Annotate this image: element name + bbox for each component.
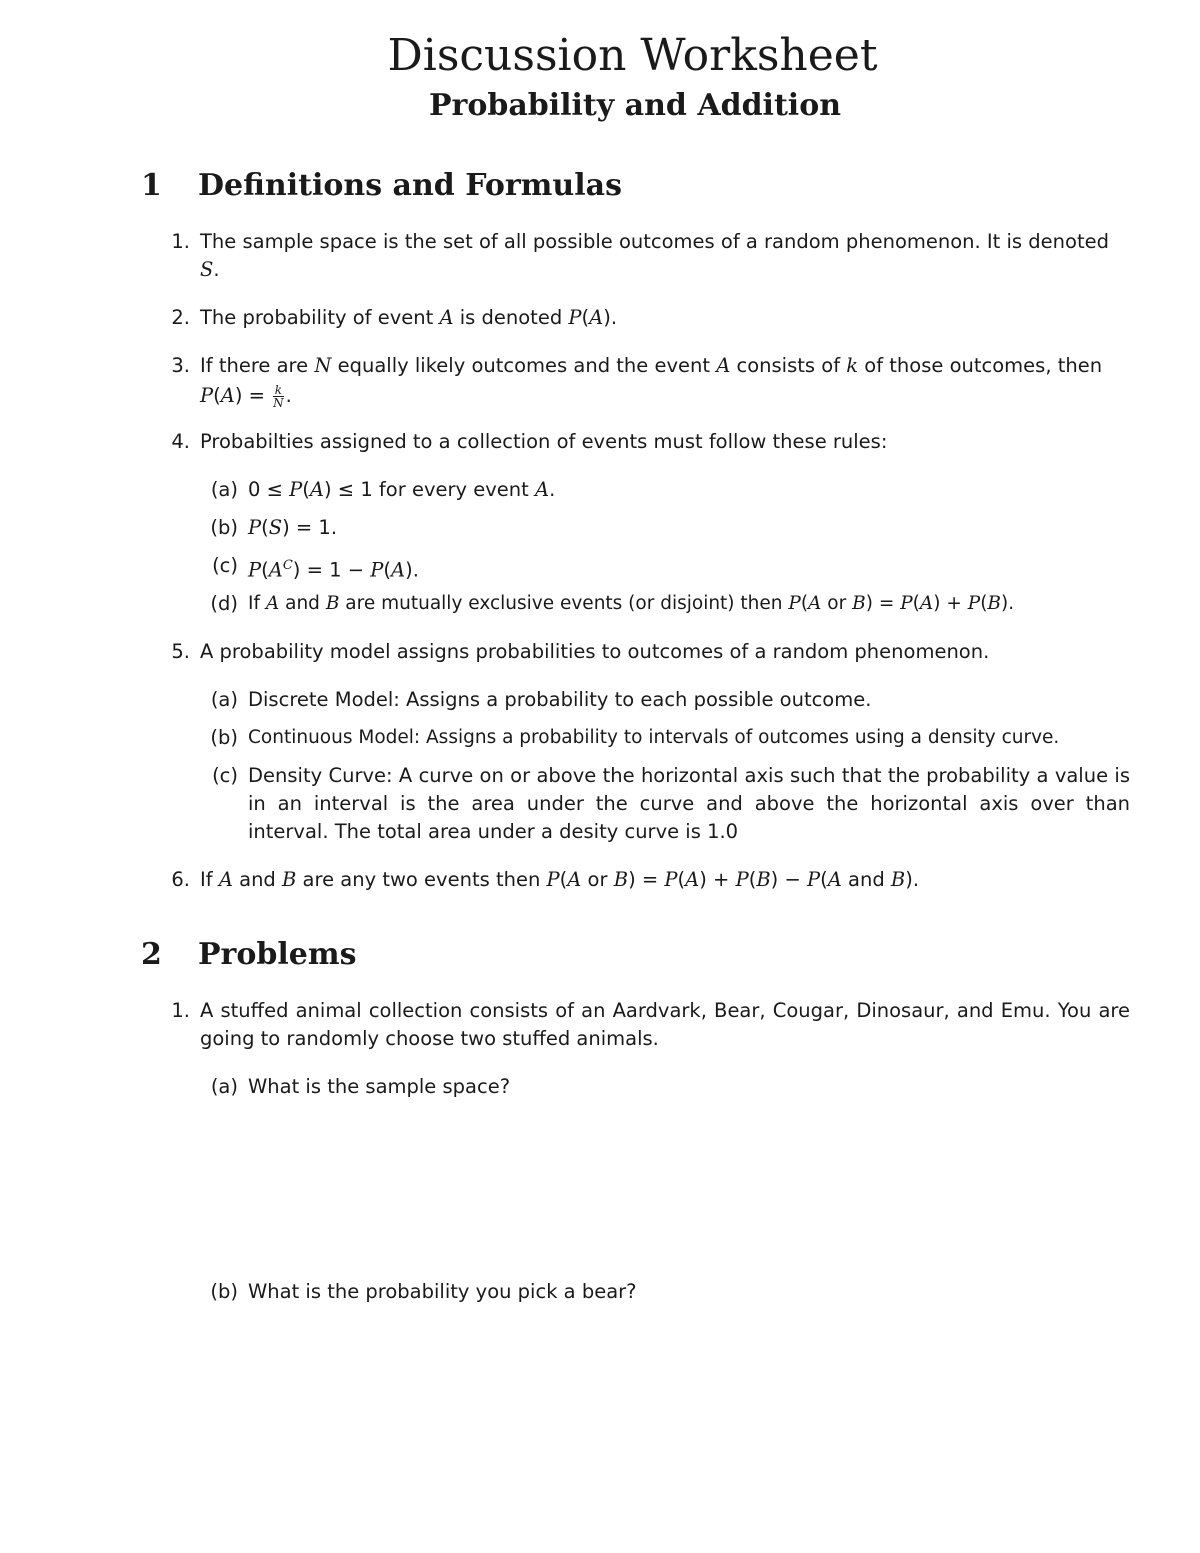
sub-item-text: 0 ≤ P(A) ≤ 1 for every event A. xyxy=(248,478,556,501)
section-number: 1 xyxy=(141,168,162,203)
item-text: A stuffed animal collection consists of an Aardvark, Bear, Cougar, Dinosaur, and Emu. You are going to randomly choose two stuffed animals. xyxy=(200,999,1130,1050)
sub-item-label: (b) xyxy=(210,1280,238,1303)
sub-item-label: (c) xyxy=(212,554,238,577)
page-subtitle: Probability and Addition xyxy=(428,88,842,123)
item-text: If A and B are any two events then P(A or B) = P(A) + P(B) − P(A and B). xyxy=(200,868,920,891)
item-text-continued: S. xyxy=(200,258,220,281)
sub-item-label: (a) xyxy=(210,1075,238,1098)
item-label: 2. xyxy=(171,306,190,329)
item-text: The sample space is the set of all possible outcomes of a random phenomenon. It is denoted xyxy=(200,230,1109,253)
item-text: A probability model assigns probabilities to outcomes of a random phenomenon. xyxy=(200,640,990,663)
item-label: 6. xyxy=(171,868,190,891)
section-title: Problems xyxy=(198,937,357,972)
sub-item-text: $P(A^C) = 1 - P(A)$. xyxy=(248,558,419,582)
sub-item-label: (b) xyxy=(210,516,238,539)
sub-item-text: Continuous Model: Assigns a probability to intervals of outcomes using a density curve. xyxy=(248,727,1060,748)
item-label: 4. xyxy=(171,430,190,453)
item-label: 1. xyxy=(171,999,190,1022)
sub-item-text: What is the sample space? xyxy=(248,1075,511,1098)
sub-item-label: (a) xyxy=(210,478,238,501)
sub-item-text: Discrete Model: Assigns a probability to each possible outcome. xyxy=(248,688,872,711)
item-label: 3. xyxy=(171,354,190,377)
sub-item-label: (d) xyxy=(210,592,238,615)
page-title: Discussion Worksheet xyxy=(387,30,878,81)
sub-item-label: (c) xyxy=(212,764,238,787)
fraction-k-over-n: $\frac{k}{N}$ xyxy=(273,383,284,410)
item-label: 1. xyxy=(171,230,190,253)
sub-item-text: If A and B are mutually exclusive events (or disjoint) then P(A or B) = P(A) + P(B). xyxy=(248,593,1015,614)
sub-item-text: P(S) = 1. xyxy=(248,516,338,539)
sub-item-text: What is the probability you pick a bear? xyxy=(248,1280,637,1303)
section-title: Definitions and Formulas xyxy=(198,168,622,203)
item-text: Probabilties assigned to a collection of events must follow these rules: xyxy=(200,430,888,453)
item-text-continued: P(A) = $\frac{k}{N}$ . xyxy=(200,383,292,410)
sub-item-label: (a) xyxy=(210,688,238,711)
sub-item-text: Density Curve: A curve on or above the horizontal axis such that the probability a value is in an interval is the area under the curve and above the horizontal axis over than interval. The total area under a desity curve is 1.0 xyxy=(248,764,1130,843)
sub-item-label: (b) xyxy=(210,726,238,749)
item-text: If there are N equally likely outcomes and the event A consists of k of those outcomes, then xyxy=(200,354,1103,377)
item-label: 5. xyxy=(171,640,190,663)
section-number: 2 xyxy=(141,937,162,972)
item-text: The probability of event A is denoted P(A). xyxy=(200,306,618,329)
